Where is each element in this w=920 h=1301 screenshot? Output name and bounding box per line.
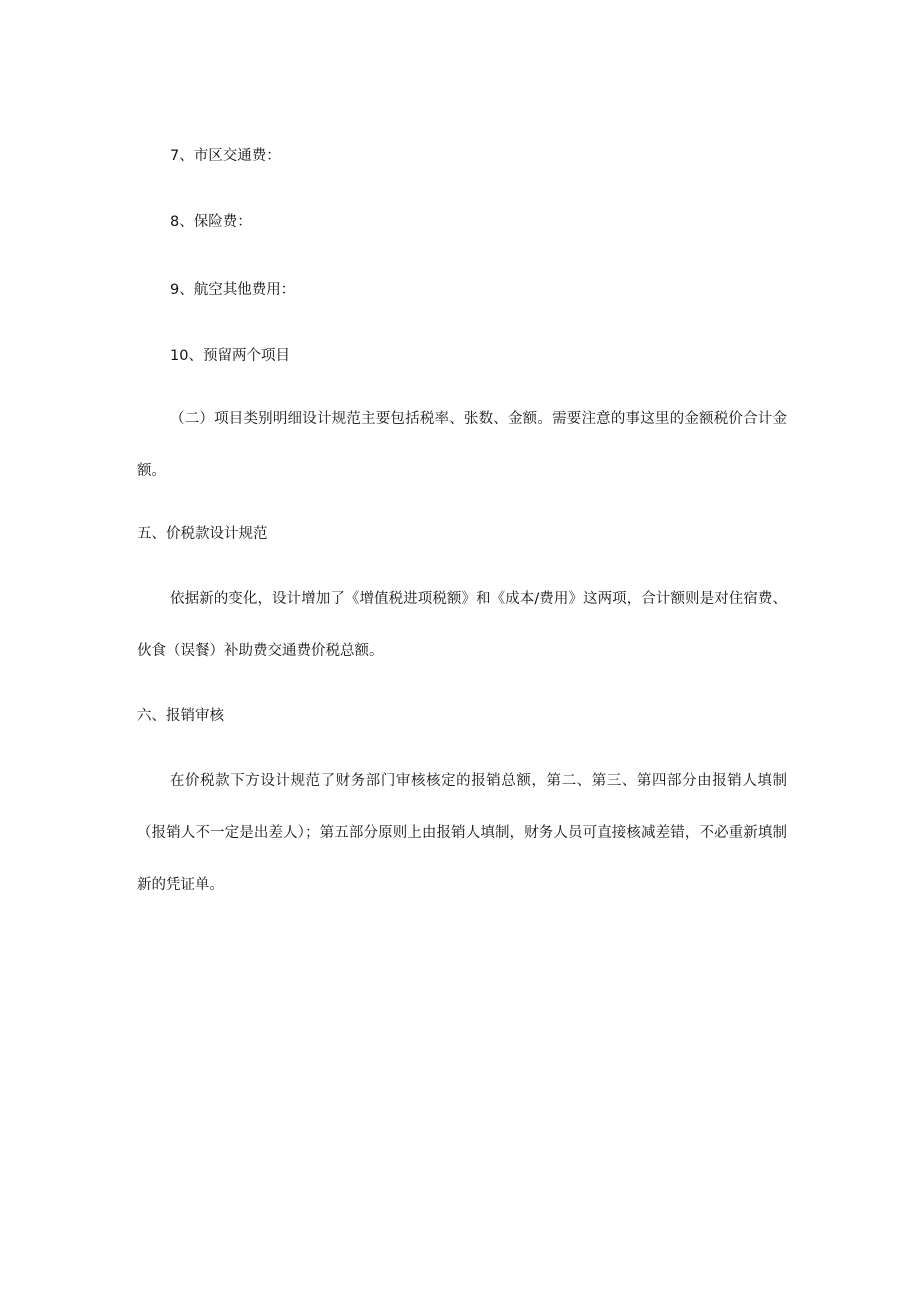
section6-heading: 六、报销审核 xyxy=(137,708,224,724)
section6-body: 在价税款下方设计规范了财务部门审核核定的报销总额，第二、第三、第四部分由报销人填制（报销人不一定是出差人）；第五部分原则上由报销人填制，财务人员可直接核减差错，不必重新填制新的凭证单。 xyxy=(137,773,787,893)
section5-body: 依据新的变化，设计增加了《增值税进项税额》和《成本/费用》这两项，合计额则是对住宿费、伙食（误餐）补助费交通费价税总额。 xyxy=(137,591,787,659)
list-item-air-other-fees: 9、航空其他费用： xyxy=(170,282,296,298)
list-item-insurance: 8、保险费： xyxy=(170,214,252,230)
paragraph-item-detail: （二）项目类别明细设计规范主要包括税率、张数、金额。需要注意的事这里的金额税价合计金额。 xyxy=(137,411,787,479)
list-item-reserved: 10、预留两个项目 xyxy=(170,348,290,364)
list-item-city-transport: 7、市区交通费： xyxy=(170,148,281,164)
section5-heading: 五、价税款设计规范 xyxy=(137,526,268,542)
